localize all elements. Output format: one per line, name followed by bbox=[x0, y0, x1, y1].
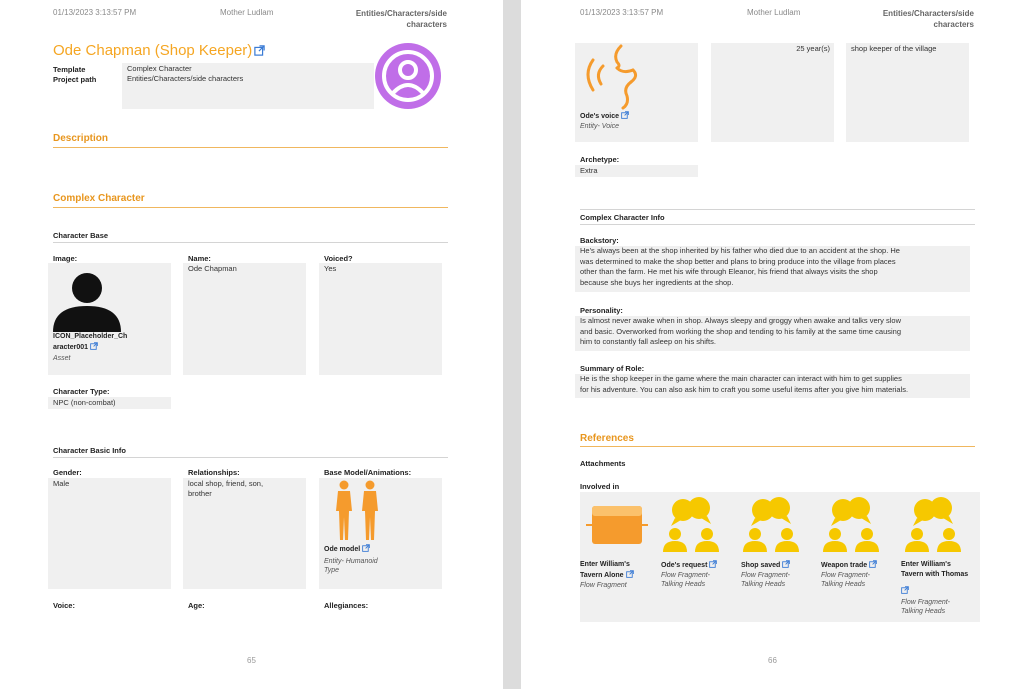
voiced-box bbox=[319, 263, 442, 375]
allegiances-label: Allegiances: bbox=[324, 601, 369, 610]
header-path: Entities/Characters/side characters bbox=[882, 9, 974, 29]
archetype-value: Extra bbox=[580, 166, 598, 175]
character-type-value: NPC (non-combat) bbox=[53, 398, 116, 407]
age-value: 25 year(s) bbox=[796, 44, 830, 53]
allegiances-value: shop keeper of the village bbox=[851, 44, 937, 53]
involved-item[interactable]: Weapon trade Flow Fragment- Talking Heads bbox=[821, 560, 899, 589]
involved-item[interactable]: Enter William's Tavern Alone Flow Fragment bbox=[580, 560, 655, 590]
external-link-icon[interactable] bbox=[90, 342, 98, 350]
humanoid-model-icon bbox=[331, 479, 383, 541]
voiced-label: Voiced? bbox=[324, 254, 353, 263]
summary-label: Summary of Role: bbox=[580, 364, 645, 373]
divider bbox=[53, 242, 448, 243]
page-number: 65 bbox=[247, 656, 256, 665]
age-box bbox=[711, 43, 834, 142]
backstory-label: Backstory: bbox=[580, 236, 619, 245]
backstory-text: He's always been at the shop inherited by his father who died due to an accident at the shop. He was determined to make the shop better and plans to bring produce into the village from places other than the farm. He met his wife through Eleanor, his friend that always visits the shop because she buys her ingredients at the shop. bbox=[580, 246, 900, 287]
image-asset-type: Asset bbox=[53, 355, 71, 362]
gender-value: Male bbox=[53, 479, 70, 488]
divider bbox=[53, 207, 448, 208]
external-link-icon[interactable] bbox=[782, 560, 790, 568]
project-path-label: Project path bbox=[53, 75, 97, 84]
model-type: Entity- Humanoid Type bbox=[324, 558, 378, 574]
character-base-heading: Character Base bbox=[53, 231, 109, 240]
talking-heads-icon bbox=[903, 494, 963, 554]
person-placeholder-icon bbox=[53, 270, 121, 332]
page-title: Ode Chapman (Shop Keeper) bbox=[53, 42, 265, 59]
header-timestamp: 01/13/2023 3:13:57 PM bbox=[580, 8, 664, 17]
talking-heads-icon bbox=[741, 494, 801, 554]
external-link-icon[interactable] bbox=[621, 111, 629, 119]
relationships-value: local shop, friend, son, brother bbox=[188, 479, 264, 498]
gender-label: Gender: bbox=[53, 468, 82, 477]
external-link-icon[interactable] bbox=[709, 560, 717, 568]
external-link-icon[interactable] bbox=[869, 560, 877, 568]
involved-item[interactable]: Shop saved Flow Fragment- Talking Heads bbox=[741, 562, 791, 588]
voice-label: Voice: bbox=[53, 601, 75, 610]
talking-heads-icon bbox=[661, 494, 721, 554]
attachments-label: Attachments bbox=[580, 459, 626, 468]
header-timestamp: 01/13/2023 3:13:57 PM bbox=[53, 8, 137, 17]
personality-text: Is almost never awake when in shop. Always sleepy and groggy when awake and talks very slow and basic. Overworked from working the shop and tending to his family at the same time causing him to constantly fall asleep on his shifts. bbox=[580, 316, 902, 346]
voice-type: Entity- Voice bbox=[580, 123, 620, 130]
divider bbox=[580, 224, 975, 225]
divider bbox=[580, 209, 975, 210]
external-link-icon[interactable] bbox=[626, 570, 634, 578]
page-65 bbox=[0, 0, 503, 689]
header-project: Mother Ludlam bbox=[747, 8, 801, 17]
voice-icon bbox=[583, 44, 645, 110]
external-link-icon[interactable] bbox=[362, 544, 370, 552]
involved-item[interactable]: Ode's request Flow Fragment- Talking Heads bbox=[661, 560, 739, 589]
name-value: Ode Chapman bbox=[188, 264, 237, 273]
character-type-label: Character Type: bbox=[53, 387, 110, 396]
base-model-label: Base Model/Animations: bbox=[324, 468, 412, 477]
gender-box bbox=[48, 478, 171, 589]
name-label: Name: bbox=[188, 254, 211, 263]
references-heading: References bbox=[580, 433, 634, 444]
header-path: Entities/Characters/side characters bbox=[355, 9, 447, 29]
image-asset-link[interactable]: ICON_Placeholder_Ch aracter001 bbox=[53, 333, 128, 351]
template-value: Complex Character bbox=[127, 64, 192, 73]
image-label: Image: bbox=[53, 254, 78, 263]
talking-heads-icon bbox=[821, 494, 881, 554]
model-link[interactable]: Ode model bbox=[324, 544, 370, 553]
external-link-icon[interactable] bbox=[254, 45, 265, 56]
page-number: 66 bbox=[768, 656, 777, 665]
template-label: Template bbox=[53, 65, 86, 74]
header-project: Mother Ludlam bbox=[220, 8, 274, 17]
voice-link[interactable]: Ode's voice bbox=[580, 111, 629, 120]
involved-item[interactable]: Enter William's Tavern with Thomas Flow Fragment- Talking Heads bbox=[901, 561, 969, 615]
divider bbox=[53, 147, 448, 148]
involved-label: Involved in bbox=[580, 482, 620, 491]
name-box bbox=[183, 263, 306, 375]
voiced-value: Yes bbox=[324, 264, 337, 273]
basic-info-heading: Character Basic Info bbox=[53, 446, 126, 455]
info-heading: Complex Character Info bbox=[580, 213, 665, 222]
allegiances-box bbox=[846, 43, 969, 142]
description-heading: Description bbox=[53, 133, 109, 144]
avatar-icon bbox=[375, 43, 441, 109]
age-label: Age: bbox=[188, 601, 205, 610]
flow-fragment-icon bbox=[586, 500, 648, 550]
page-66 bbox=[521, 0, 1024, 689]
divider bbox=[53, 457, 448, 458]
external-link-icon[interactable] bbox=[901, 586, 909, 594]
archetype-label: Archetype: bbox=[580, 155, 620, 164]
relationships-label: Relationships: bbox=[188, 468, 240, 477]
personality-label: Personality: bbox=[580, 306, 623, 315]
project-path-value: Entities/Characters/side characters bbox=[127, 74, 244, 83]
summary-text: He is the shop keeper in the game where the main character can interact with him to get supplies for his adventure. You can also ask him to craft you some useful items after you give him materials. bbox=[580, 374, 909, 394]
divider bbox=[580, 446, 975, 447]
complex-character-heading: Complex Character bbox=[53, 193, 145, 204]
